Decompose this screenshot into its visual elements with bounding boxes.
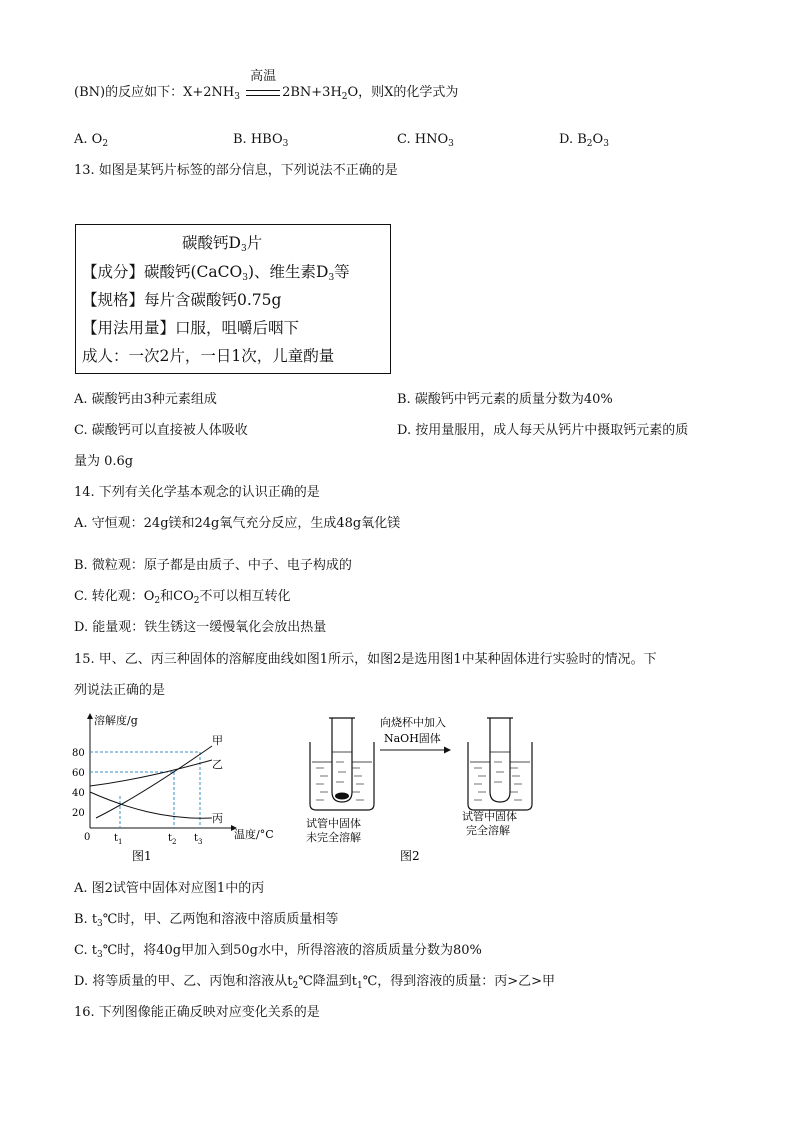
label-ingredients: 【成分】碳酸钙(CaCO$_3$)、维生素$D_3$等	[82, 263, 350, 283]
ytick-80: 80	[72, 748, 85, 759]
q12-products: 2BN+3H	[282, 85, 342, 100]
q12-reactants: (BN)的反应如下：X+2NH	[74, 85, 235, 100]
q12-condition: 高温	[250, 69, 277, 84]
right-beaker	[468, 718, 532, 810]
ytick-60: 60	[72, 768, 85, 779]
q13-option-b[interactable]: B. 碳酸钙中钙元素的质量分数为40%	[397, 392, 613, 407]
q14-option-a[interactable]: A. 守恒观：24g镁和24g氧气充分反应，生成48g氧化镁	[74, 516, 401, 531]
label-title: 碳酸钙$D_3$片	[182, 234, 263, 254]
q12-option-c[interactable]: C. $HNO_3$	[397, 132, 454, 149]
q14-option-b[interactable]: B. 微粒观：原子都是由质子、中子、电子构成的	[74, 558, 352, 573]
left-caption-1: 试管中固体	[306, 817, 361, 830]
q12-option-a[interactable]: A. $O_2$	[74, 132, 109, 149]
q15-option-a[interactable]: A. 图2试管中固体对应图1中的丙	[74, 881, 265, 896]
q15-option-b[interactable]: B. $t_3℃$时，甲、乙两饱和溶液中溶质质量相等	[74, 912, 339, 929]
calcium-tablet-label	[75, 224, 391, 374]
right-caption-1: 试管中固体	[462, 810, 517, 823]
q13-option-a[interactable]: A. 碳酸钙由3种元素组成	[74, 392, 217, 407]
q12-nh3-subscript: 3	[234, 92, 240, 102]
q14-option-d[interactable]: D. 能量观：铁生锈这一缓慢氧化会放出热量	[74, 620, 327, 635]
fig2-caption: 图2	[400, 849, 420, 863]
y-axis-label: 溶解度/g	[94, 714, 138, 727]
q12-option-b[interactable]: B. $HBO_3$	[233, 132, 289, 149]
q13-option-d[interactable]: D. 按用量服用，成人每天从钙片中摄取钙元素的质	[397, 423, 689, 438]
right-caption-2: 完全溶解	[466, 824, 510, 837]
xtick-t2: $t_2$	[168, 833, 177, 846]
q14-option-c[interactable]: C. 转化观：$O_2$和$CO_2$不可以相互转化	[74, 589, 291, 606]
q13-option-c[interactable]: C. 碳酸钙可以直接被人体吸收	[74, 423, 248, 438]
curve-bing	[90, 792, 212, 818]
label-usage: 【用法用量】口服，咀嚼后咽下	[82, 319, 300, 337]
q16-stem: 16. 下列图像能正确反映对应变化关系的是	[74, 1005, 320, 1020]
xtick-t1: $t_1$	[114, 833, 123, 846]
q13-option-d-continued: 量为 0.6g	[74, 454, 134, 469]
xtick-t3: $t_3$	[194, 833, 203, 846]
series-yi: 乙	[212, 758, 223, 771]
series-bing: 丙	[212, 812, 223, 825]
fig1-caption: 图1	[132, 849, 152, 863]
arrow-text-2: NaOH固体	[384, 732, 441, 745]
curve-yi	[90, 760, 212, 786]
origin-label: 0	[84, 832, 91, 843]
q13-stem: 13. 如图是某钙片标签的部分信息，下列说法不正确的是	[74, 163, 398, 178]
x-axis-label: 温度/°C	[234, 828, 274, 841]
q12-h2o-subscript: 2	[341, 92, 348, 102]
label-spec: 【规格】每片含碳酸钙0.75g	[82, 291, 282, 309]
q15-option-d[interactable]: D. 将等质量的甲、乙、丙饱和溶液从$t_2℃$降温到$t_1℃$，得到溶液的质量：丙>乙>甲	[74, 974, 556, 991]
solubility-curve-figure	[66, 708, 296, 868]
label-dosage: 成人：一次2片，一日1次，儿童酌量	[82, 347, 335, 365]
q12-option-d[interactable]: D. $B_2O_3$	[559, 132, 609, 149]
q12-reaction-arrow	[246, 69, 280, 102]
ytick-20: 20	[72, 808, 85, 819]
q14-stem: 14. 下列有关化学基本观念的认识正确的是	[74, 485, 320, 500]
left-caption-2: 未完全溶解	[306, 831, 361, 844]
series-jia: 甲	[212, 734, 223, 747]
q15-option-c[interactable]: C. $t_3℃$时，将40g甲加入到50g水中，所得溶液的溶质质量分数为80%	[74, 943, 482, 960]
left-beaker	[310, 718, 374, 810]
q15-stem-line1: 15. 甲、乙、丙三种固体的溶解度曲线如图1所示，如图2是选用图1中某种固体进行实验时的情况。下	[74, 652, 657, 667]
q12-question-tail: O，则X的化学式为	[347, 85, 459, 100]
q12-equation-line	[74, 69, 459, 102]
experiment-figure	[300, 712, 550, 868]
arrow-text-1: 向烧杯中加入	[380, 716, 446, 729]
ytick-40: 40	[72, 788, 85, 799]
q15-stem-line2: 列说法正确的是	[74, 683, 166, 698]
